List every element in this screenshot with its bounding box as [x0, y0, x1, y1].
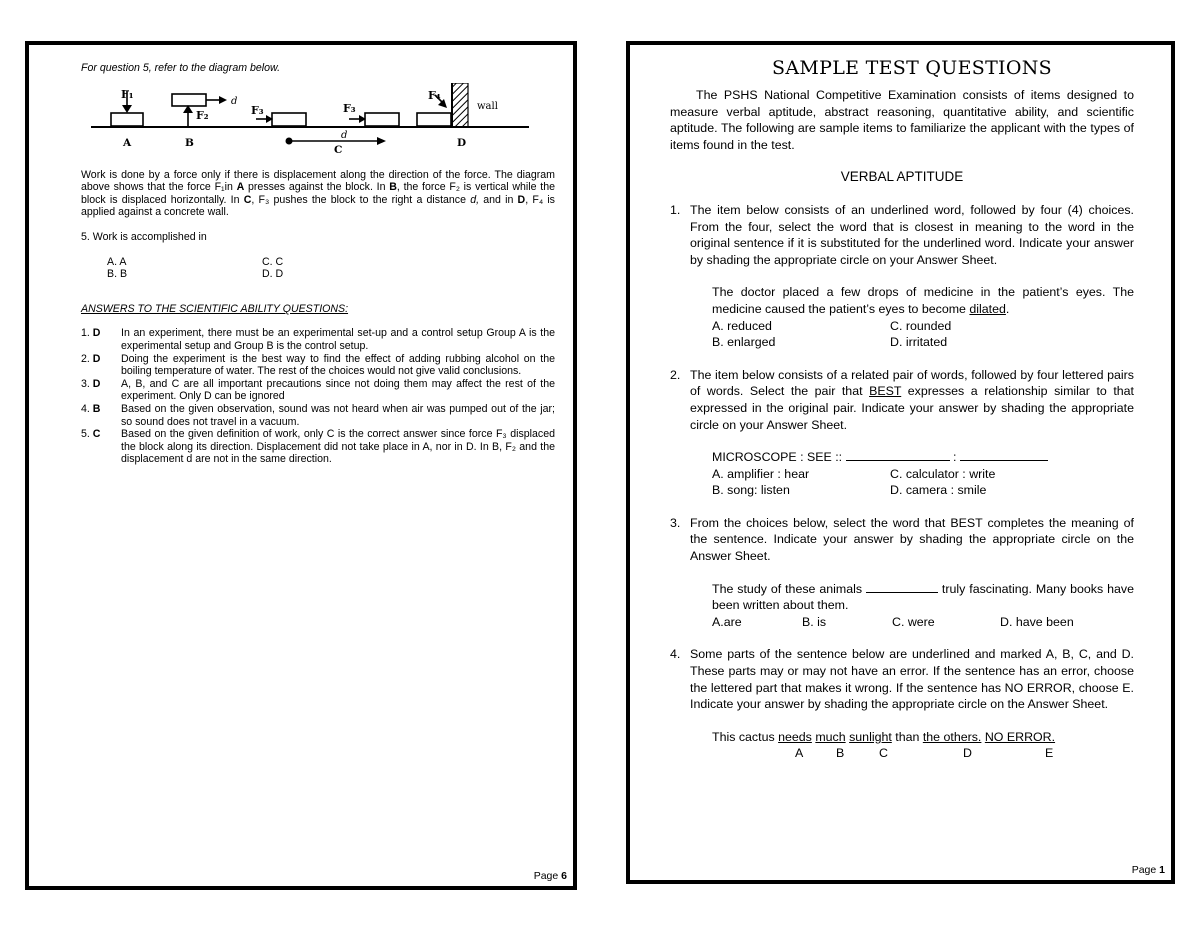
right-page: [626, 41, 1175, 884]
question-2-analogy: MICROSCOPE : SEE :: :: [712, 449, 1134, 466]
block-b: [172, 94, 206, 106]
label-b: B: [185, 136, 194, 149]
underlined-word: dilated: [969, 301, 1006, 316]
page-number-right: Page 1: [1131, 864, 1165, 876]
desc-italic-d: d,: [470, 193, 480, 206]
answers-list: [81, 327, 555, 466]
answer-text: A, B, and C are all important precautions since not doing them may affect the rest of the experiment. Only D can be ignored: [121, 377, 555, 403]
answer-blank: [960, 449, 1048, 461]
desc-part3: , the force F₂ is vertical while the block is displaced horizontally. In: [81, 181, 555, 206]
question-text: From the choices below, select the word that BEST completes the meaning of the sentence. Indicate your answer by shading the appropriate circle on the Answer Sheet.: [690, 515, 1134, 564]
question-4-sentence: This cactus needs much sunlight than the others. NO ERROR.: [712, 729, 1056, 744]
label-wall: wall: [477, 100, 498, 112]
answer-item: [81, 403, 555, 428]
label-f1: F₁: [121, 87, 134, 101]
left-page: [25, 41, 577, 890]
label-d-c: d: [341, 129, 348, 141]
option: D. irritated: [890, 335, 948, 350]
desc-part4: , F₃ pushes the block to the right a distance: [251, 193, 471, 206]
answer-number: 2. D: [81, 352, 101, 365]
question-4-letters: [712, 745, 1134, 761]
option: D. have been: [1000, 614, 1074, 629]
desc-bold-c: C: [243, 193, 252, 206]
work-diagram: [81, 83, 555, 165]
question-3-sentence: The study of these animals truly fascinating. Many books have been written about them.: [712, 581, 1134, 613]
block-d: [417, 113, 451, 126]
right-page-content: [670, 57, 1134, 761]
answer-text: Based on the given observation, sound was not heard when air was pumped out of the jar; so sound does not travel in a vacuum.: [121, 402, 555, 428]
label-a: A: [123, 136, 132, 149]
question-4: [670, 646, 1134, 712]
question-1: [670, 202, 1134, 268]
letter-d: D: [963, 746, 972, 761]
question-number: 3.: [670, 515, 681, 530]
answer-item: [81, 327, 555, 352]
label-f3-first: F₃: [251, 103, 264, 117]
question-1-sample: The doctor placed a few drops of medicine in the patient’s eyes. The medicine caused the patient’s eyes to become dilated.: [712, 285, 1134, 316]
option: A. amplifier : hear: [712, 466, 810, 481]
desc-bold-b: B: [389, 181, 397, 194]
letter-b: B: [836, 746, 845, 761]
question-number: 2.: [670, 367, 681, 382]
question-5: 5. Work is accomplished in: [81, 230, 207, 243]
option: C. calculator : write: [890, 466, 996, 481]
label-c: C: [334, 143, 343, 156]
letter-e: E: [1045, 746, 1054, 761]
answers-heading: ANSWERS TO THE SCIENTIFIC ABILITY QUESTIONS:: [81, 302, 349, 315]
desc-part5: and in: [479, 193, 518, 206]
desc-bold-d: D: [517, 193, 526, 206]
page-title: SAMPLE TEST QUESTIONS: [772, 57, 1052, 79]
option: D. camera : smile: [890, 483, 987, 498]
label-d-b: d: [231, 95, 238, 107]
answer-number: 3. D: [81, 377, 101, 390]
label-d: D: [457, 136, 467, 149]
part-c: sunlight: [849, 729, 892, 744]
choice-b: B. B: [107, 268, 128, 281]
answer-item: [81, 428, 555, 466]
choice-c: C. C: [262, 255, 284, 268]
question-number: 4.: [670, 647, 681, 662]
question-number: 1.: [670, 202, 681, 217]
option: B. song: listen: [712, 483, 790, 498]
page-number-left: Page 6: [533, 870, 567, 882]
question-text: The item below consists of a related pair of words, followed by four lettered pairs of words. Select the pair that BEST expresses a relationship similar to that expressed in the original pair. Indicate your answer by shading the appropriate circle on your Answer Sheet.: [690, 367, 1134, 432]
question-2: [670, 367, 1134, 433]
diagram-intro: For question 5, refer to the diagram below.: [81, 62, 281, 74]
desc-part6: , F₄ is applied against a concrete wall.: [81, 193, 555, 219]
answer-item: [81, 378, 555, 403]
answer-number: 4. B: [81, 402, 101, 415]
choice-d: D. D: [262, 268, 284, 281]
part-e: NO ERROR.: [984, 729, 1056, 744]
answer-blank: [866, 581, 938, 593]
question-text: Some parts of the sentence below are underlined and marked A, B, C, and D. These parts may or may not have an error. If the sentence has an error, choose the lettered part that makes it wrong. If the sentence has NO ERROR, choose E. Indicate your answer by shading the appropriate circle on the Answer Sheet.: [690, 647, 1134, 712]
answer-item: [81, 353, 555, 378]
block-a: [111, 113, 143, 126]
section-heading: VERBAL APTITUDE: [840, 169, 964, 185]
option: B. enlarged: [712, 335, 776, 350]
question-1-options: [712, 318, 1134, 351]
option: A. reduced: [712, 318, 772, 333]
letter-a: A: [795, 746, 804, 761]
option: B. is: [802, 614, 827, 629]
label-f4: F₄: [428, 88, 441, 102]
wall: [452, 83, 468, 127]
part-b: much: [815, 729, 846, 744]
answer-text: In an experiment, there must be an experimental set-up and a control setup Group A is the experimental setup and Group B is the control setup.: [121, 327, 555, 352]
left-page-content: [81, 62, 555, 466]
answer-blank: [846, 449, 950, 461]
choice-a: A. A: [107, 255, 127, 268]
question-3-options: [712, 614, 1134, 631]
desc-part1: Work is done by a force only if there is displacement along the direction of the force. The diagram above shows that the force F₁in: [81, 168, 555, 194]
part-a: needs: [778, 729, 812, 744]
question-2-options: [712, 466, 1134, 499]
option: A.are: [712, 614, 742, 629]
label-f2: F₂: [196, 108, 209, 122]
block-c1: [272, 113, 306, 126]
block-c2: [365, 113, 399, 126]
answer-number: 5. C: [81, 428, 101, 441]
question-text: The item below consists of an underlined word, followed by four (4) choices. From the four, select the word that is closest in meaning to the word in the original sentence if it is substituted for the underlined word. Indicate your answer by shading the appropriate circle on your Answer Sheet.: [690, 202, 1134, 267]
option: C. were: [892, 614, 935, 629]
answer-number: 1. D: [81, 327, 101, 340]
part-d: the others.: [922, 729, 982, 744]
question-3: [670, 515, 1134, 565]
question-5-choices: [107, 256, 555, 281]
work-description: [81, 169, 555, 219]
option: C. rounded: [890, 318, 952, 333]
label-f3-second: F₃: [343, 101, 356, 115]
answer-text: Based on the given definition of work, only C is the correct answer since force F₃ displaced the block along its direction. Displacement did not take place in A, nor in D. In B, F₂ and the displacement d are not in the same direction.: [121, 428, 555, 466]
work-diagram-svg: [81, 83, 555, 165]
desc-part2: presses against the block. In: [244, 181, 390, 194]
letter-c: C: [879, 746, 888, 761]
answer-text: Doing the experiment is the best way to find the effect of adding rubbing alcohol on the boiling temperature of water. The rest of the choices would not give valid conclusions.: [121, 352, 555, 378]
desc-bold-a: A: [236, 181, 245, 194]
intro-paragraph: The PSHS National Competitive Examination consists of items designed to measure verbal aptitude, abstract reasoning, quantitative ability, and scientific aptitude. The following are sample items to familiarize the applicant with the types of items found in the test.: [670, 88, 1134, 152]
